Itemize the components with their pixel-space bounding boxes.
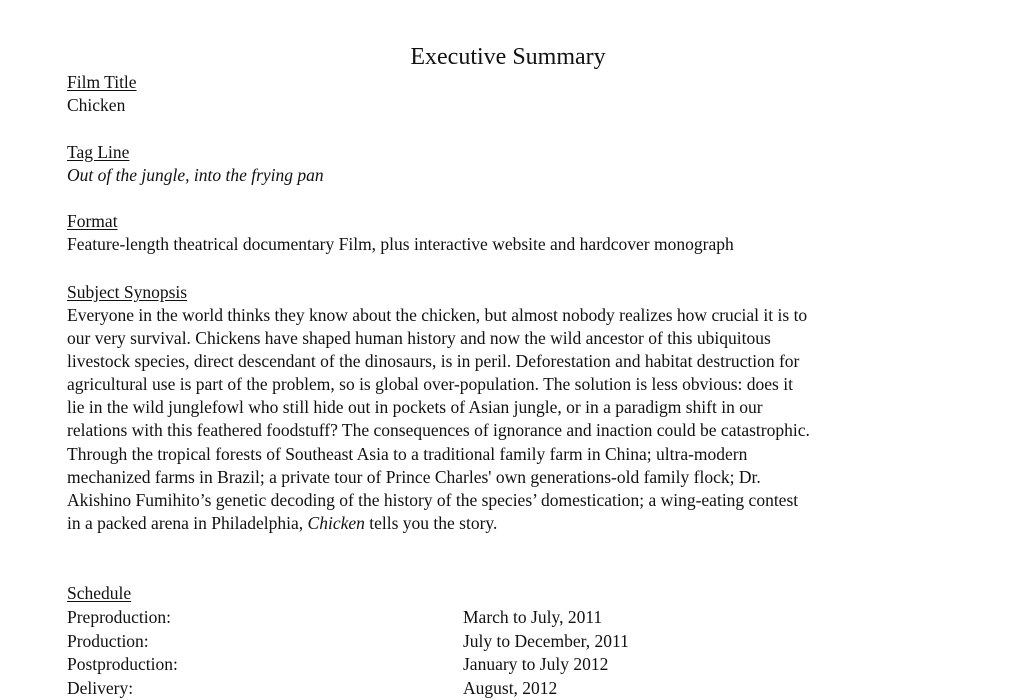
tag-line-value: Out of the jungle, into the frying pan xyxy=(67,165,324,185)
synopsis-last-line-start: in a packed arena in Philadelphia, xyxy=(67,512,308,533)
format-heading: Format xyxy=(67,211,118,231)
schedule-row xyxy=(67,606,767,630)
schedule-row-label: Delivery: xyxy=(67,677,134,698)
synopsis-line: Through the tropical forests of Southeast Asia to a traditional family farm in China; ultra-modern xyxy=(67,443,748,464)
schedule-row-label: Production: xyxy=(67,630,149,651)
page-title: Executive Summary xyxy=(410,44,606,70)
schedule-row-value: January to July 2012 xyxy=(463,654,609,675)
synopsis-heading: Subject Synopsis xyxy=(67,282,188,302)
synopsis-line: livestock species, direct descendant of the dinosaurs, is in peril. Deforestation and habitat destruction for xyxy=(67,351,800,372)
schedule-row-label: Preproduction: xyxy=(67,607,172,627)
tag-line-heading: Tag Line xyxy=(67,142,130,162)
schedule-row-value: March to July, 2011 xyxy=(463,607,603,627)
synopsis-line: our very survival. Chickens have shaped human history and now the wild ancestor of this ubiquitous xyxy=(67,328,771,349)
schedule-row-value: July to December, 2011 xyxy=(463,630,629,651)
synopsis-line: relations with this feathered foodstuff? The consequences of ignorance and inaction could be catastrophic. xyxy=(67,420,810,441)
synopsis-line: Akishino Fumihito’s genetic decoding of the history of the species’ domestication; a wing-eating contest xyxy=(67,489,799,510)
synopsis-line: agricultural use is part of the problem, so is global over-population. The solution is less obvious: does it xyxy=(67,374,793,395)
schedule-row xyxy=(67,677,767,700)
synopsis-body xyxy=(67,304,937,535)
schedule-row-value: August, 2012 xyxy=(463,677,558,698)
schedule-row-label: Postproduction: xyxy=(67,654,178,675)
synopsis-line: Everyone in the world thinks they know about the chicken, but almost nobody realizes how crucial it is to xyxy=(67,305,808,325)
synopsis-last-line xyxy=(67,512,937,535)
schedule-table xyxy=(67,606,767,700)
schedule-row xyxy=(67,630,767,654)
synopsis-line: lie in the wild junglefowl who still hide out in pockets of Asian jungle, or in a paradigm shift in our xyxy=(67,397,763,418)
synopsis-film-title-italic: Chicken xyxy=(307,512,365,533)
synopsis-line: mechanized farms in Brazil; a private tour of Prince Charles' own generations-old family flock; Dr. xyxy=(67,466,761,487)
film-title-value: Chicken xyxy=(67,95,126,115)
format-value: Feature-length theatrical documentary Film, plus interactive website and hardcover monograph xyxy=(67,234,734,254)
synopsis-last-line-end: tells you the story. xyxy=(364,512,498,533)
film-title-heading: Film Title xyxy=(67,72,137,92)
schedule-heading: Schedule xyxy=(67,583,132,603)
schedule-row xyxy=(67,653,767,677)
